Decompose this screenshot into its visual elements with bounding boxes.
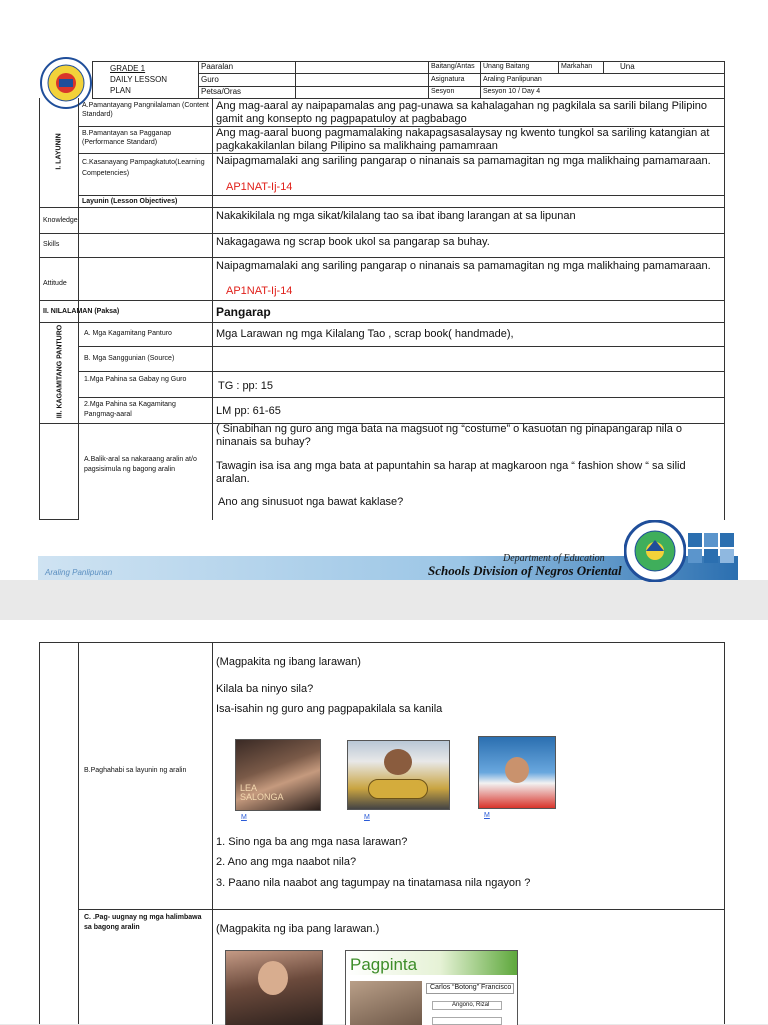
pagpinta-name: Carlos “Botong” Francisco (430, 984, 512, 991)
asignatura-value: Araling Panlipunan (483, 76, 542, 83)
kagamitang-mag-aaral-text: LM pp: 61-65 (216, 405, 281, 417)
page-2 (0, 620, 768, 1024)
pagpinta-place: Angono, Rizal (452, 1002, 490, 1008)
markahan-label: Markahan (561, 63, 593, 70)
gabay-guro-text: TG : pp: 15 (218, 380, 274, 392)
content-standard-label: A.Pamantayang Pangnilalaman (Content Standard) (82, 102, 209, 118)
footer-dept: Department of Education (503, 553, 605, 564)
footer-division: Schools Division of Negros Oriental (428, 563, 622, 578)
footer-subject: Araling Panlipunan (45, 568, 113, 577)
photo-boxer (347, 740, 450, 810)
kagamitan-a-text: Mga Larawan ng mga Kilalang Tao , scrap book( handmade), (216, 328, 514, 340)
competency-code: AP1NAT-Ij-14 (226, 181, 293, 193)
deped-seal-large-icon (624, 520, 686, 582)
nilalaman-label: II. NILALAMAN (Paksa) (43, 308, 120, 315)
kagamitan-b-label: B. Mga Sanggunian (Source) (84, 355, 175, 362)
markahan-value: Una (620, 62, 635, 71)
question-2: 2. Ano ang mga naabot nila? (216, 856, 357, 868)
photo-lea-salonga (235, 739, 321, 811)
skills-label: Skills (43, 241, 60, 248)
knowledge-label: Knowledge (43, 217, 78, 224)
photo-swimmer (478, 736, 556, 809)
question-1: 1. Sino nga ba ang mga nasa larawan? (216, 836, 408, 848)
photo-1-text: LEA SALONGA (240, 783, 284, 802)
learning-competencies-text: Naipagmamalaki ang sariling pangarap o ninanais sa pamamagitan ng mga malikhaing pamamaraan. (216, 155, 711, 167)
kagamitan-a-label: A. Mga Kagamitang Panturo (84, 330, 172, 337)
pagpinta-title: Pagpinta (350, 955, 418, 974)
skills-text: Nakagagawa ng scrap book ukol sa pangarap sa buhay. (216, 236, 490, 248)
balik-aral-p3: Ano ang sinusuot nga bawat kaklase? (218, 496, 404, 508)
plan-label: PLAN (110, 86, 131, 95)
kagamitang-mag-aaral-label: 2.Mga Pahina sa Kagamitang Pangmag-aaral (84, 401, 176, 418)
photo-1-caption[interactable]: M (241, 814, 247, 821)
lesson-objectives-label: Layunin (Lesson Objectives) (82, 198, 178, 205)
performance-standard-label: B.Pamantayan sa Pagganap (Performance Standard) (82, 130, 172, 146)
footer-squares (688, 533, 734, 579)
balik-aral-p1: ( Sinabihan ng guro ang mga bata na magsuot ng “costume” o kasuotan ng pinapangarap nila o ninanais sa buhay? (216, 423, 682, 448)
paaralan-label: Paaralan (201, 62, 234, 71)
paghahabi-label: B.Paghahabi sa layunin ng aralin (84, 767, 187, 774)
grade-label: GRADE 1 (110, 64, 146, 73)
baitang-value: Unang Baitang (483, 63, 530, 70)
knowledge-text: Nakakikilala ng mga sikat/kilalang tao sa ibat ibang larangan at sa lipunan (216, 210, 576, 222)
content-standard-text: Ang mag-aaral ay naipapamalas ang pag-unawa sa kahalagahan ng pagkilala sa sarili bilang Pilipino gamit ang konsepto ng pagpapatuloy at pagbabago (216, 100, 708, 125)
paghahabi-intro: (Magpakita ng ibang larawan) (216, 656, 361, 668)
sesyon-value: Sesyon 10 / Day 4 (483, 88, 541, 95)
pagpinta-card (345, 950, 518, 1025)
nilalaman-value: Pangarap (216, 305, 271, 319)
photo-3-caption[interactable]: M (484, 812, 490, 819)
layunin-section-label: I. LAYUNIN (55, 133, 63, 170)
petsa-label: Petsa/Oras (201, 87, 242, 96)
photo-2-caption[interactable]: M (364, 814, 370, 821)
sesyon-label: Sesyon (431, 88, 455, 95)
question-3: 3. Paano nila naabot ang tagumpay na tinatamasa nila ngayon ? (216, 877, 531, 889)
pag-uugnay-intro: (Magpakita ng iba pang larawan.) (216, 923, 380, 935)
gabay-guro-label: 1.Mga Pahina sa Gabay ng Guro (84, 376, 187, 383)
guro-label: Guro (201, 75, 219, 84)
attitude-code: AP1NAT-Ij-14 (226, 285, 293, 297)
kagamitan-section-label: III. KAGAMITANG PANTURO (56, 324, 64, 419)
paghahabi-q0b: Isa-isahin ng guro ang pagpapakilala sa kanila (216, 703, 443, 715)
balik-aral-label: A.Balik-aral sa nakaraang aralin at/o pagsisimula ng bagong aralin (84, 456, 197, 473)
balik-aral-p2: Tawagin isa isa ang mga bata at papuntahin sa harap at magkaroon nga “ fashion show “ sa silid aralan. (216, 460, 686, 485)
attitude-text: Naipagmamalaki ang sariling pangarap o ninanais sa pamamagitan ng mga malikhaing pamamaraan. (216, 260, 711, 272)
baitang-label: Baitang/Antas (431, 63, 475, 70)
paghahabi-q0: Kilala ba ninyo sila? (216, 683, 314, 695)
asignatura-label: Asignatura (431, 76, 465, 83)
attitude-label: Attitude (43, 280, 67, 287)
pag-uugnay-label: C. .Pag- uugnay ng mga halimbawa sa bagong aralin (84, 914, 202, 931)
learning-competencies-label: C.Kasanayang Pampagkatuto(Learning Competencies) (82, 159, 205, 177)
daily-label: DAILY LESSON (110, 75, 168, 84)
performance-standard-text: Ang mag-aaral buong pagmamalaking nakapagsasalaysay ng kwento tungkol sa sariling katangian at pagkakakilanlan bilang Pilipino sa malikhaing pamamraan (216, 127, 710, 152)
photo-singer (225, 950, 323, 1025)
